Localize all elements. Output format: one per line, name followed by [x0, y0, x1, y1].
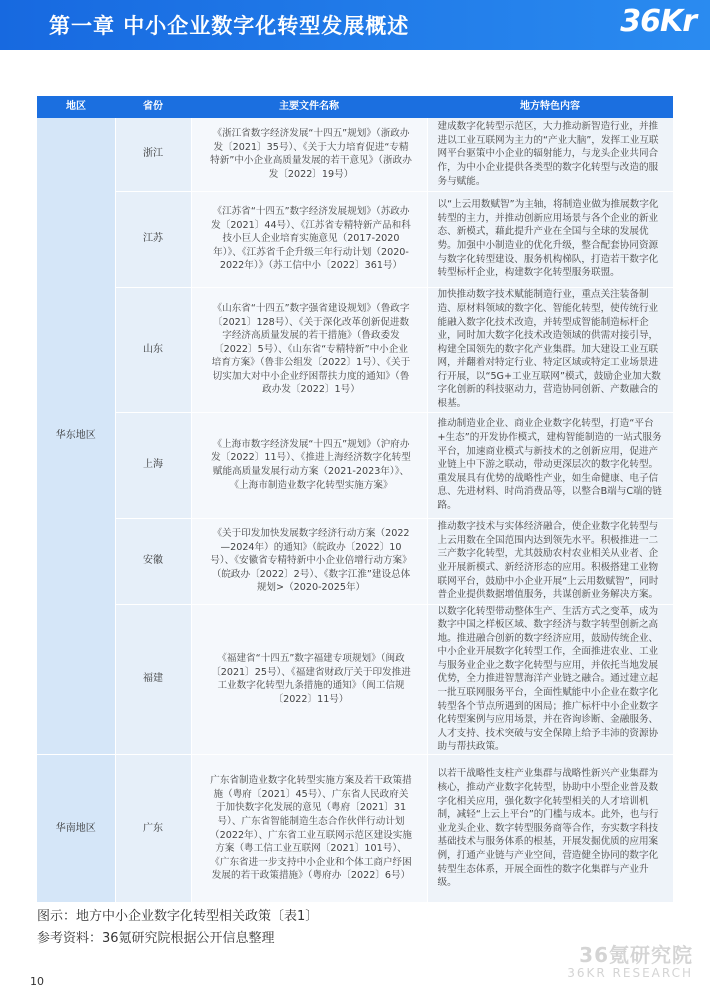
table-row — [37, 412, 673, 518]
region-cell-south-china: 华南地区 — [37, 755, 115, 903]
feature-cell: 以若干战略性支柱产业集群与战略性新兴产业集群为核心，推动产业数字化转型，协助中小型企业普及数字化相关应用，强化数字化转型相关的人才培训机制，减轻“上云上平台”的门槛与成本。此外，也与行业龙头企业、数字转型服务商等合作，夯实数字科技基础技术与服务体系的根基，开展发掘优质的应用案例，打通产业链与产业空间，营造健全协同的数字化转型生态体系，开展全面性的数字化集群与产业升级。 — [427, 755, 673, 903]
table-row — [37, 755, 673, 903]
column-header-province: 省份 — [115, 96, 191, 118]
policy-table — [37, 96, 673, 903]
chapter-title: 第一章 中小企业数字化转型发展概述 — [49, 14, 410, 38]
feature-cell: 推动制造业企业、商业企业数字化转型，打造“平台+生态”的开发协作模式，建构智能制造的一站式服务平台，加速商业模式与新技术的之创新应用，促进产业链上中下游之联动，带动更深层次的数字化转型。重发展具有优势的战略性产业，如生命健康、电子信息、先进材料、时尚消费品等，以整合B端与C端的链路。 — [427, 412, 673, 518]
province-cell: 江苏 — [115, 191, 191, 287]
documents-cell: 《关于印发加快发展数字经济行动方案（2022—2024年）的通知》（皖政办〔2022〕10号）、《安徽省专精特新中小企业倍增行动方案》（皖政办〔2022〕2号）、《数字江淮”建设总体规划>（2020-2025年） — [191, 518, 427, 604]
table-header-row — [37, 96, 673, 118]
province-cell: 安徽 — [115, 518, 191, 604]
table-row — [37, 604, 673, 755]
table-row — [37, 518, 673, 604]
source-note: 参考资料：36氪研究院根据公开信息整理 — [37, 931, 275, 946]
province-cell: 上海 — [115, 412, 191, 518]
watermark-cn: 36氪研究院 — [579, 943, 693, 967]
province-cell: 广东 — [115, 755, 191, 903]
feature-cell: 推动数字技术与实体经济融合，使企业数字化转型与上云用数在全国范围内达到领先水平。积极推进一二三产数字化转型，尤其鼓励农村农业相关从业者、企业开展新模式、新经济形态的应用。积极搭建工业物联网平台，鼓励中小企业开展“上云用数赋智”，同时普企业提供数据增值服务，共谋创新业务解决方案。 — [427, 518, 673, 604]
column-header-documents: 主要文件名称 — [191, 96, 427, 118]
province-cell: 福建 — [115, 604, 191, 755]
documents-cell: 《福建省“十四五”数字福建专项规划》（闽政〔2021〕25号）、《福建省财政厅关于印发推进工业数字化转型九条措施的通知》（闽工信规〔2022〕11号） — [191, 604, 427, 755]
region-cell-east-china: 华东地区 — [37, 118, 115, 755]
feature-cell: 以数字化转型带动整体生产、生活方式之变革，成为数字中国之样板区域、数字经济与数字转型创新之高地。推进融合创新的数字经济应用，鼓励传统企业、中小企业开展数字化转型工作，全面推进农业、工业与服务业企业之数字化转型与应用，并依托当地发展优势，全力推进智慧海洋产业链之融合。通过建立起一批互联网服务平台，全面性赋能中小企业在数字化转型各个节点所遇到的困局；推广标杆中小企业数字化转型案例与应用场景，并在咨询诊断、金融服务、人才支持、技术突破与安全保障上给予丰沛的资源协助与帮扶政策。 — [427, 604, 673, 755]
table-row — [37, 191, 673, 287]
province-cell: 浙江 — [115, 118, 191, 191]
column-header-features: 地方特色内容 — [427, 96, 673, 118]
watermark-en: 36KR RESEARCH — [567, 966, 693, 980]
column-header-region: 地区 — [37, 96, 115, 118]
feature-cell: 以“上云用数赋智”为主轴，将制造业做为推展数字化转型的主力，并推动创新应用场景与各个企业的新业态、新模式，藉此提升产业在全国与全球的发展优势。加强中小制造业的优化升级，整合配套协同资源与数字化转型建设、服务机构梯队，打造若干数字化转型标杆企业，构建数字化转型服务联盟。 — [427, 191, 673, 287]
documents-cell: 《浙江省数字经济发展“十四五”规划》（浙政办发〔2021〕35号）、《关于大力培育促进“专精特新”中小企业高质量发展的若干意见》（浙政办发〔2022〕19号） — [191, 118, 427, 191]
table-row — [37, 287, 673, 412]
documents-cell: 《江苏省“十四五”数字经济发展规划》（苏政办发〔2021〕44号）、《江苏省专精特新产品和科技小巨人企业培育实施意见（2017-2020年）》、《江苏省千企升级三年行动计划（2020-2022年）》（苏工信中小〔2022〕361号） — [191, 191, 427, 287]
figure-caption: 图示：地方中小企业数字化转型相关政策〔表1〕 — [37, 909, 319, 924]
watermark — [567, 945, 693, 979]
documents-cell: 广东省制造业数字化转型实施方案及若干政策措施（粤府〔2021〕45号）、广东省人民政府关于加快数字化发展的意见（粤府〔2021〕31号）、广东省智能制造生态合作伙伴行动计划（2022年）、广东省工业互联网示范区建设实施方案（粤工信工业互联网〔2021〕101号）、《广东省进一步支持中小企业和个体工商户纾困发展的若干政策措施》（粤府办〔2022〕6号） — [191, 755, 427, 903]
documents-cell: 《山东省“十四五”数字强省建设规划》（鲁政字〔2021〕128号）、《关于深化改革创新促进数字经济高质量发展的若干措施》（鲁政委发〔2022〕5号）、《山东省“专精特新”中小企业培育方案》（鲁非公组发〔2022〕1号）、《关于切实加大对中小企业纾困帮扶力度的通知》（鲁政办发〔2022〕1号） — [191, 287, 427, 412]
feature-cell: 建成数字化转型示范区，大力推动新智造行业，并推进以工业互联网为主力的“产业大脑”，发挥工业互联网平台驱策中小企业的辐射能力，与龙头企业共同合作，为中小企业提供各类型的数字化转型与改造的服务与赋能。 — [427, 118, 673, 191]
brand-logo: 36Kr — [620, 4, 696, 39]
page-number: 10 — [30, 975, 44, 988]
table-row — [37, 118, 673, 191]
feature-cell: 加快推动数字技术赋能制造行业，重点关注装备制造、原材料领域的数字化、智能化转型，使传统行业能融入数字化技术改造，并转型成智能制造标杆企业，同时加大数字化技术改造领域的供需对接引导，构建全国领先的数字化产业集群。加大建设工业互联网，并翻着对特定行业、特定区域或特定工业场景进行开展，以“5G+工业互联网”模式，鼓励企业加大数字化创新的科技驱动力，营造协同创新、产数融合的根基。 — [427, 287, 673, 412]
chapter-header — [0, 0, 710, 50]
province-cell: 山东 — [115, 287, 191, 412]
documents-cell: 《上海市数字经济发展“十四五”规划》（沪府办发〔2022〕11号）、《推进上海经济数字化转型 赋能高质量发展行动方案（2021-2023年）》、《上海市制造业数字化转型实施方案》 — [191, 412, 427, 518]
